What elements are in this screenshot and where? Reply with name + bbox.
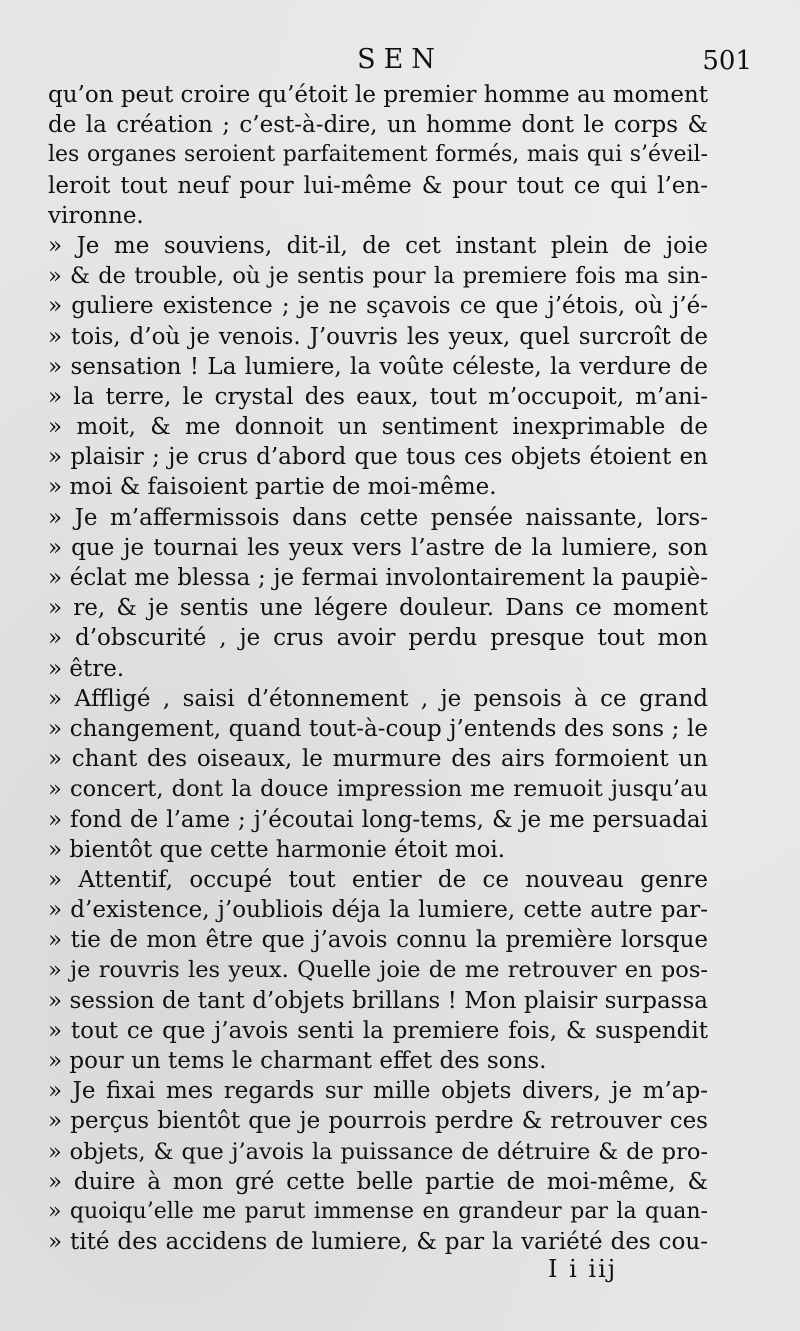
text-line: » tité des accidens de lumiere, & par la variété des cou-: [48, 1229, 708, 1256]
text-block: [48, 80, 708, 1257]
text-line: » être.: [48, 655, 125, 682]
text-line: » que je tournai les yeux vers l’astre de la lumiere, son: [48, 534, 708, 561]
text-line: » Affligé , saisi d’étonnement , je pensois à ce grand: [48, 685, 708, 712]
text-line: » re, & je sentis une légere douleur. Dans ce moment: [48, 595, 708, 622]
text-line: » moi & faisoient partie de moi-même.: [48, 474, 497, 501]
text-line: » tie de mon être que j’avois connu la première lorsque: [48, 927, 708, 954]
text-line: » session de tant d’objets brillans ! Mon plaisir surpassa: [48, 987, 708, 1014]
text-line: » chant des oiseaux, le murmure des airs formoient un: [48, 746, 708, 773]
text-line: vironne.: [48, 202, 144, 229]
text-line: » Je m’affermissois dans cette pensée naissante, lors-: [48, 504, 708, 531]
text-line: » concert, dont la douce impression me remuoit jusqu’au: [48, 776, 708, 803]
running-head-title: SEN: [357, 44, 443, 75]
text-line: » Je me souviens, dit-il, de cet instant plein de joie: [48, 232, 708, 259]
text-line: les organes seroient parfaitement formés, mais qui s’éveil-: [48, 142, 708, 168]
text-line: » moit, & me donnoit un sentiment inexprimable de: [48, 414, 708, 441]
text-line: » guliere existence ; je ne sçavois ce que j’étois, où j’é-: [48, 293, 708, 320]
signature-mark: I i iij: [548, 1255, 618, 1283]
text-line: » d’existence, j’oubliois déja la lumiere, cette autre par-: [48, 897, 708, 924]
text-line: de la création ; c’est-à-dire, un homme dont le corps &: [48, 112, 708, 139]
text-line: » tout ce que j’avois senti la premiere fois, & suspendit: [48, 1017, 708, 1044]
text-line: » je rouvris les yeux. Quelle joie de me retrouver en pos-: [48, 957, 708, 984]
text-line: » objets, & que j’avois la puissance de détruire & de pro-: [48, 1138, 708, 1165]
text-line: » Je fixai mes regards sur mille objets divers, je m’ap-: [48, 1078, 708, 1105]
text-line: » d’obscurité , je crus avoir perdu presque tout mon: [48, 625, 708, 652]
running-head: [48, 44, 752, 78]
text-line: leroit tout neuf pour lui-même & pour tout ce qui l’en-: [48, 172, 708, 199]
text-line: qu’on peut croire qu’étoit le premier homme au moment: [48, 82, 708, 108]
text-line: » fond de l’ame ; j’écoutai long-tems, & je me persuadai: [48, 806, 708, 833]
text-line: » éclat me blessa ; je fermai involontairement la paupiè-: [48, 565, 708, 591]
text-line: » & de trouble, où je sentis pour la premiere fois ma sin-: [48, 263, 708, 290]
text-line: » plaisir ; je crus d’abord que tous ces objets étoient en: [48, 444, 708, 471]
text-line: » la terre, le crystal des eaux, tout m’occupoit, m’ani-: [48, 383, 708, 410]
text-line: » duire à mon gré cette belle partie de moi-même, &: [48, 1168, 708, 1195]
text-line: » perçus bientôt que je pourrois perdre & retrouver ces: [48, 1108, 708, 1135]
text-line: » changement, quand tout-à-coup j’entends des sons ; le: [48, 715, 708, 742]
text-line: » quoiqu’elle me parut immense en grandeur par la quan-: [48, 1198, 708, 1224]
text-line: » bientôt que cette harmonie étoit moi.: [48, 836, 506, 863]
text-line: » tois, d’où je venois. J’ouvris les yeux, quel surcroît de: [48, 323, 708, 350]
text-line: » Attentif, occupé tout entier de ce nouveau genre: [48, 866, 708, 893]
text-line: » sensation ! La lumiere, la voûte céleste, la verdure de: [48, 353, 708, 380]
page-number: 501: [702, 46, 752, 76]
text-line: » pour un tems le charmant effet des sons.: [48, 1048, 547, 1074]
